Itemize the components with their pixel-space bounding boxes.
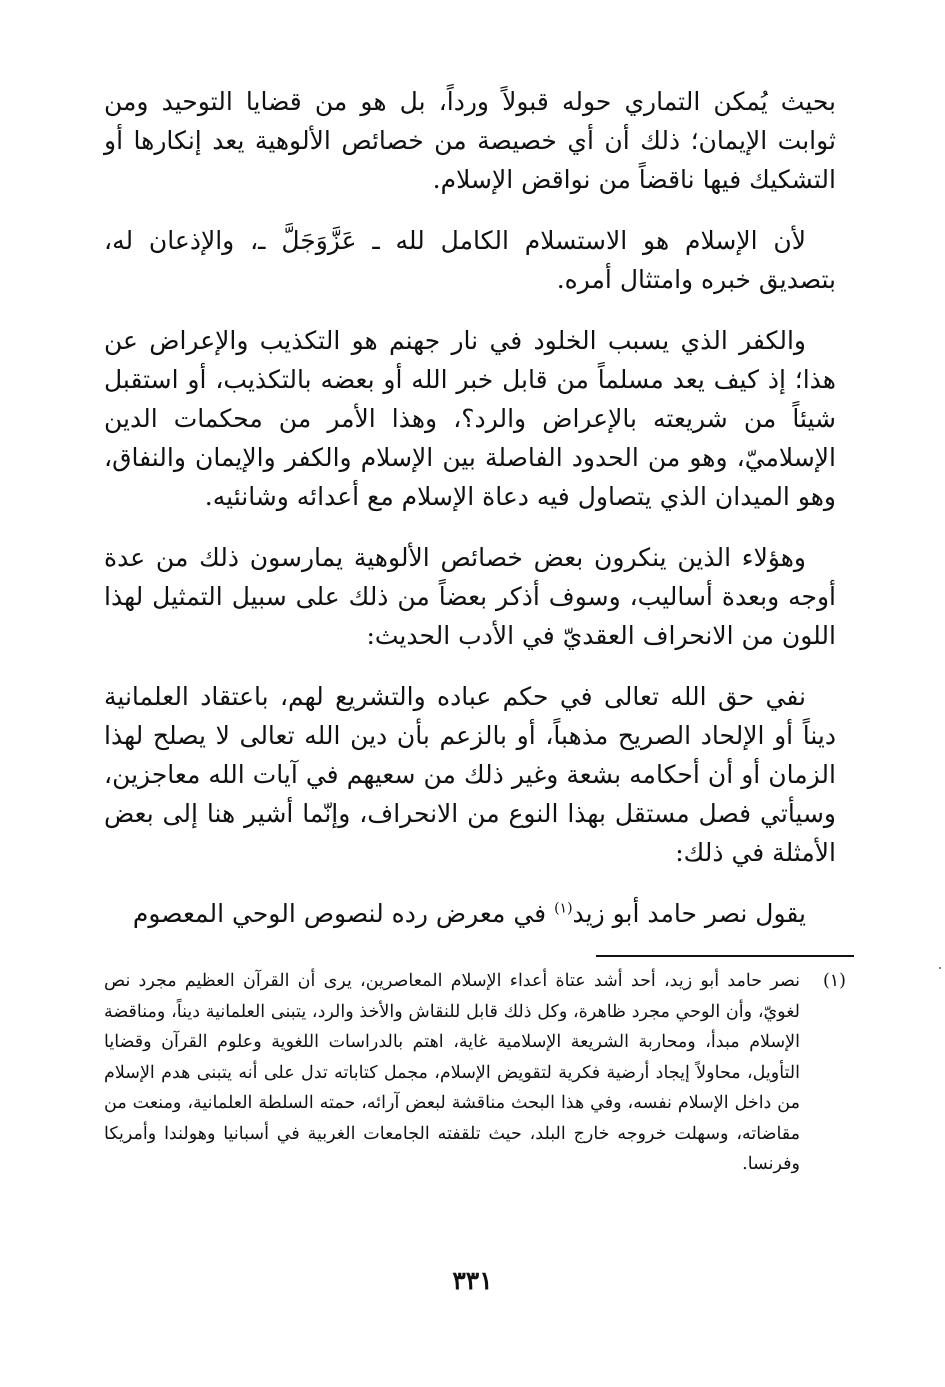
footnote	[104, 966, 846, 1180]
footnote-separator-line	[596, 955, 854, 957]
footnote-text: نصر حامد أبو زيد، أحد أشد عتاة أعداء الإسلام المعاصرين، يرى أن القرآن العظيم مجرد نص لغويّ، وأن الوحي مجرد ظاهرة، وكل ذلك قابل للنقاش والأخذ والرد، يتبنى العلمانية ديناً، ومناقضة الإسلام مبدأ، ومحاربة الشريعة الإسلامية غاية، اهتم بالدراسات اللغوية وعلوم القرآن وقضايا التأويل، محاولاً إيجاد أرضية فكرية لتقويض الإسلام، مجمل كتاباته تدل على أنه يتبنى هدم الإسلام من داخل الإسلام نفسه، وفي هذا البحث مناقشة لبعض آرائه، حمته السلطة العلمانية، ومنعت من مقاضاته، وسهلت خروجه خارج البلد، حيث تلقفته الجامعات الغربية في أسبانيا وهولندا وأمريكا وفرنسا.	[104, 971, 800, 1174]
paragraph-5: نفي حق الله تعالى في حكم عباده والتشريع لهم، باعتقاد العلمانية ديناً أو الإلحاد الصريح مذهباً، أو بالزعم بأن دين الله تعالى لا يصلح لهذا الزمان أو أن أحكامه بشعة وغير ذلك من سعيهم في آيات الله معاجزين، وسيأتي فصل مستقل بهذا النوع من الانحراف، وإنّما أشير هنا إلى بعض الأمثلة في ذلك:	[104, 682, 836, 867]
footnote-number: (١)	[822, 971, 846, 991]
page-number: ٣٣١	[452, 1266, 493, 1295]
paragraph-3: والكفر الذي يسبب الخلود في نار جهنم هو التكذيب والإعراض عن هذا؛ إذ كيف يعد مسلماً من قابل خبر الله أو بعضه بالتكذيب، أو استقبل شيئاً من شريعته بالإعراض والرد؟، وهذا الأمر من محكمات الدين الإسلاميّ، وهو من الحدود الفاصلة بين الإسلام والكفر والإيمان والنفاق، وهو الميدان الذي يتصاول فيه دعاة الإسلام مع أعدائه وشانئيه.	[104, 326, 836, 511]
paragraph-2: لأن الإسلام هو الاستسلام الكامل لله ـ عَزَّوَجَلَّ ـ، والإذعان له، بتصديق خبره وامتثال أمره.	[104, 226, 836, 294]
main-text-block	[104, 82, 836, 933]
scan-speck	[939, 967, 941, 969]
paragraph-1: بحيث يُمكن التماري حوله قبولاً ورداً، بل هو من قضايا التوحيد ومن ثوابت الإيمان؛ ذلك أن أي خصيصة من خصائص الألوهية يعد إنكارها أو التشكيك فيها ناقضاً من نواقض الإسلام.	[104, 87, 836, 194]
paragraph-6-start: يقول نصر حامد أبو زيد	[572, 899, 806, 928]
footnote-reference-mark[interactable]: (١)	[554, 900, 573, 917]
paragraph-6-end: في معرض رده لنصوص الوحي المعصوم	[132, 899, 555, 928]
paragraph-6	[104, 894, 836, 933]
paragraph-4: وهؤلاء الذين ينكرون بعض خصائص الألوهية يمارسون ذلك من عدة أوجه وبعدة أساليب، وسوف أذكر بعضاً من ذلك على سبيل التمثيل لهذا اللون من الانحراف العقديّ في الأدب الحديث:	[104, 543, 836, 650]
